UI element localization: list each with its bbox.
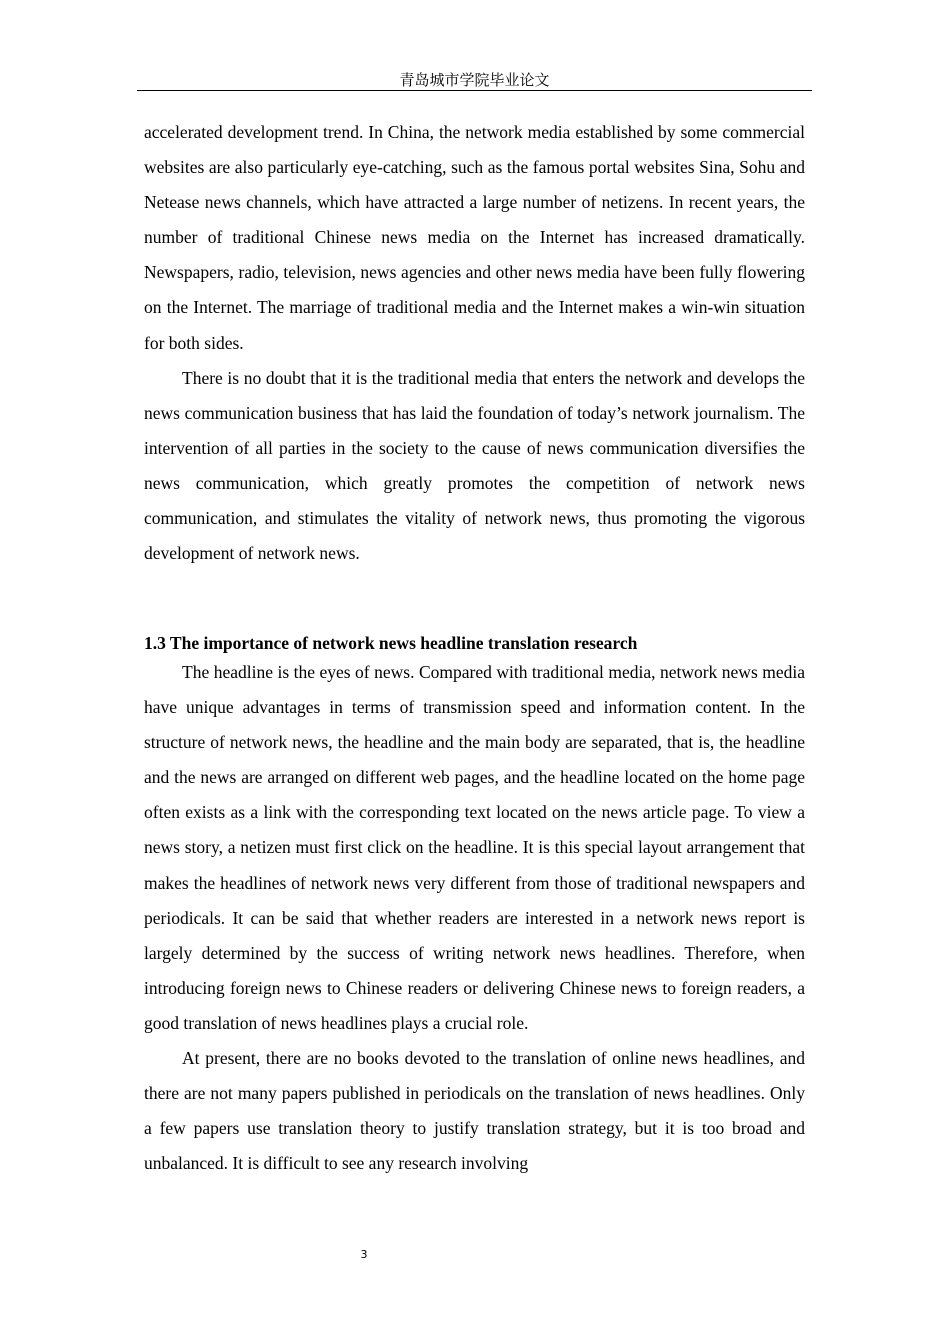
section-body-text	[144, 655, 805, 1181]
body-text-block	[144, 115, 805, 571]
paragraph: At present, there are no books devoted to the translation of online news headlines, and there are not many papers published in periodicals on the translation of news headlines. Only a few papers use translation theory to justify translation strategy, but it is too broad and unbalanced. It is difficult to see any research involving	[144, 1048, 805, 1174]
section-heading: 1.3 The importance of network news headline translation research	[144, 633, 638, 653]
paragraph: accelerated development trend. In China, the network media established by some commercial websites are also particularly eye-catching, such as the famous portal websites Sina, Sohu and Netease news channels, which have attracted a large number of netizens. In recent years, the number of traditional Chinese news media on the Internet has increased dramatically. Newspapers, radio, television, news agencies and other news media have been fully flowering on the Internet. The marriage of traditional media and the Internet makes a win-win situation for both sides.	[144, 122, 805, 353]
header-rule	[137, 90, 812, 91]
paragraph: The headline is the eyes of news. Compared with traditional media, network news media have unique advantages in terms of transmission speed and information content. In the structure of network news, the headline and the main body are separated, that is, the headline and the news are arranged on different web pages, and the headline located on the home page often exists as a link with the corresponding text located on the news article page. To view a news story, a netizen must first click on the headline. It is this special layout arrangement that makes the headlines of network news very different from those of traditional newspapers and periodicals. It can be said that whether readers are interested in a network news report is largely determined by the success of writing network news headlines. Therefore, when introducing foreign news to Chinese readers or delivering Chinese news to foreign readers, a good translation of news headlines plays a crucial role.	[144, 662, 805, 1033]
page-number: 3	[360, 1248, 368, 1261]
paragraph: There is no doubt that it is the traditional media that enters the network and develops the news communication business that has laid the foundation of today’s network journalism. The intervention of all parties in the society to the cause of news communication diversifies the news communication, which greatly promotes the competition of network news communication, and stimulates the vitality of network news, thus promoting the vigorous development of network news.	[144, 367, 805, 564]
running-header: 青岛城市学院毕业论文	[399, 71, 550, 89]
